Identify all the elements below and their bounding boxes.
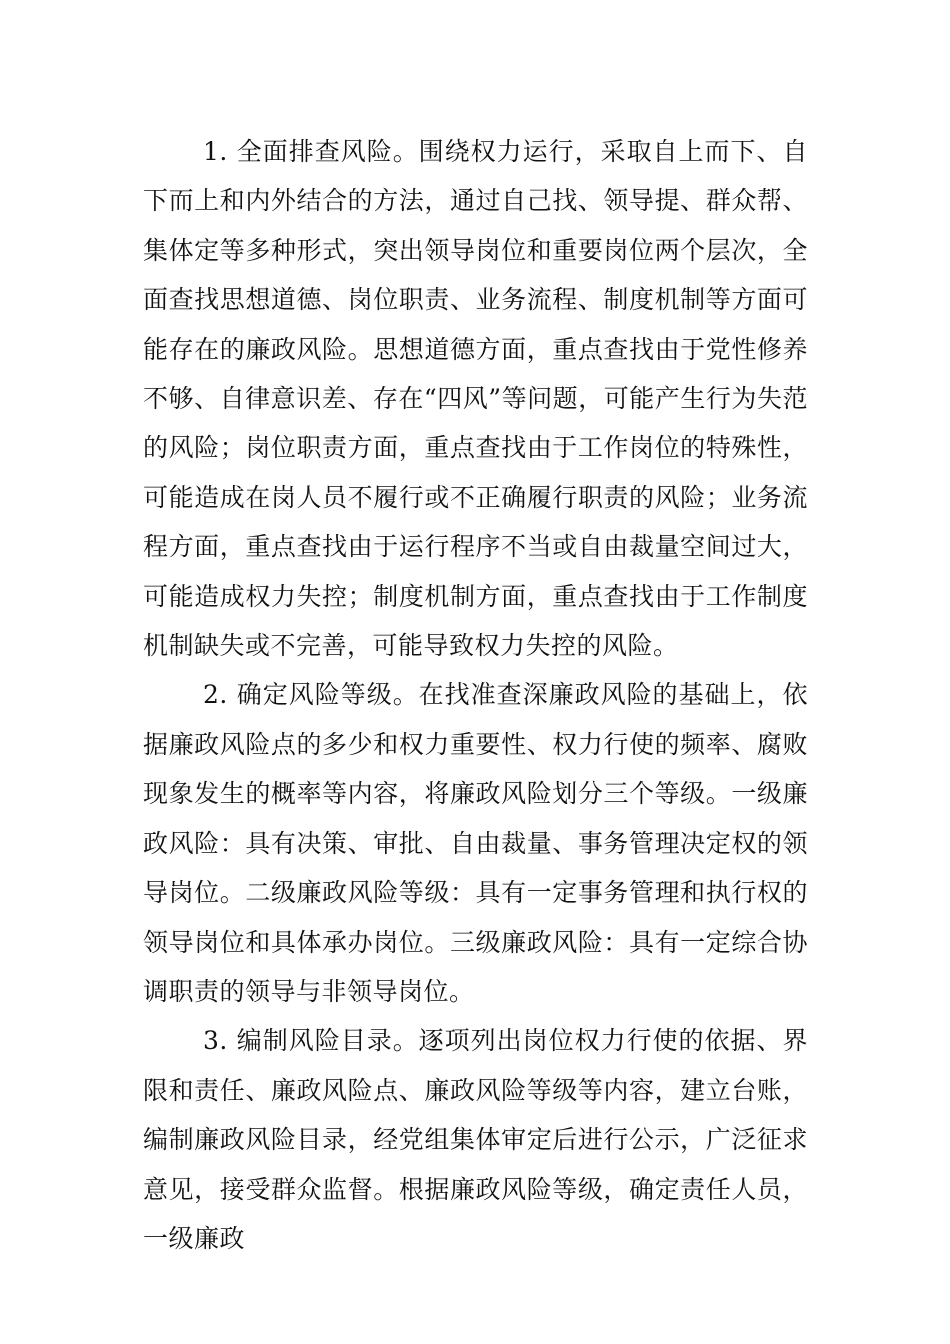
document-body bbox=[143, 127, 808, 1263]
paragraph-risk-catalog: 3. 编制风险目录。逐项列出岗位权力行使的依据、界限和责任、廉政风险点、廉政风险等级等内容，建立台账，编制廉政风险目录，经党组集体审定后进行公示，广泛征求意见，接受群众监督。根据廉政风险等级，确定责任人员，一级廉政 bbox=[143, 1026, 808, 1253]
paragraph-risk-level: 2. 确定风险等级。在找准查深廉政风险的基础上，依据廉政风险点的多少和权力重要性、权力行使的频率、腐败现象发生的概率等内容，将廉政风险划分三个等级。一级廉政风险：具有决策、审批、自由裁量、事务管理决定权的领导岗位。二级廉政风险等级：具有一定事务管理和执行权的领导岗位和具体承办岗位。三级廉政风险：具有一定综合协调职责的领导与非领导岗位。 bbox=[143, 680, 808, 1006]
paragraph-risk-screening: 1. 全面排查风险。围绕权力运行，采取自上而下、自下而上和内外结合的方法，通过自己找、领导提、群众帮、集体定等多种形式，突出领导岗位和重要岗位两个层次，全面查找思想道德、岗位职责、业务流程、制度机制等方面可能存在的廉政风险。思想道德方面，重点查找由于党性修养不够、自律意识差、存在“四风”等问题，可能产生行为失范的风险；岗位职责方面，重点查找由于工作岗位的特殊性，可能造成在岗人员不履行或不正确履行职责的风险；业务流程方面，重点查找由于运行程序不当或自由裁量空间过大，可能造成权力失控；制度机制方面，重点查找由于工作制度机制缺失或不完善，可能导致权力失控的风险。 bbox=[143, 137, 808, 661]
